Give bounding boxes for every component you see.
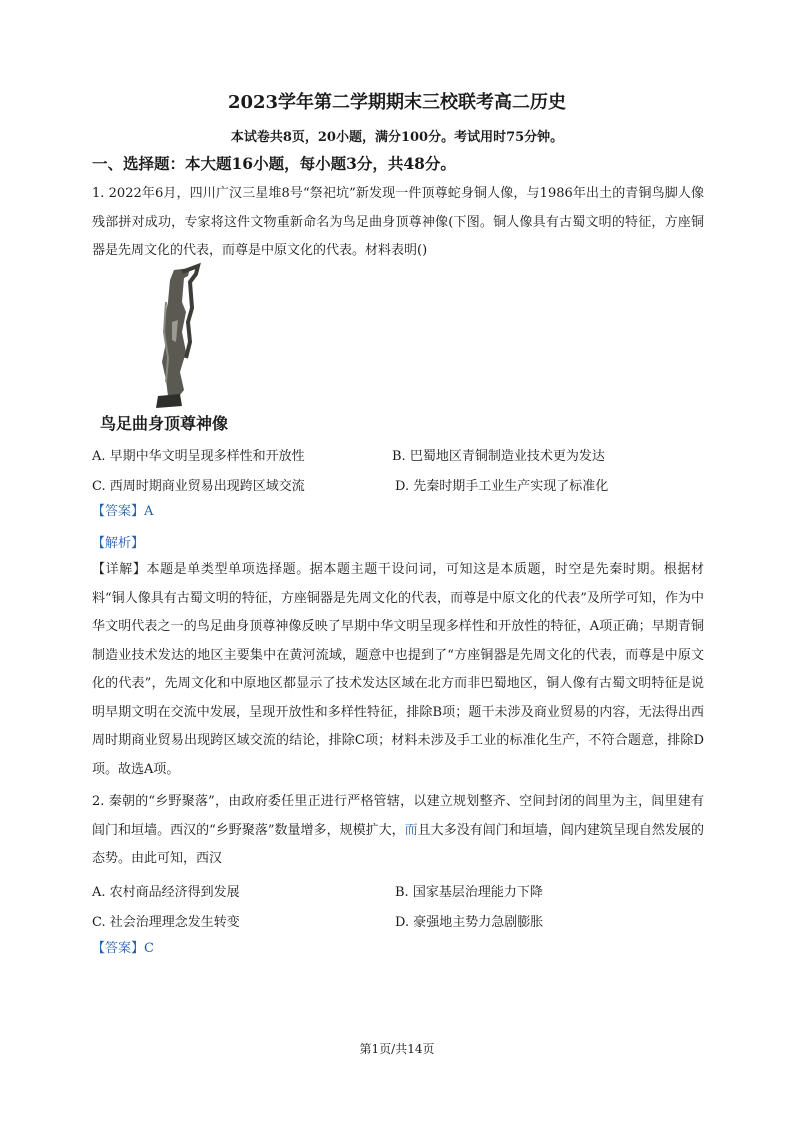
- answer-label: 【答案】: [92, 504, 145, 519]
- q1-answer: [92, 500, 153, 519]
- detail-text: 本题是单类型单项选择题。据本题主题干设问词，可知这是本质题，时空是先秦时期。根据材料“铜人像具有古蜀文明的特征，方座铜器是先周文化的代表，而尊是中原文化的代表”及所学可知，作为中华文明代表之一的鸟足曲身顶尊神像反映了早期中华文明呈现多样性和开放性的特征，A项正确；早期青铜制造业技术发达的地区主要集中在黄河流域，题意中也提到了“方座铜器是先周文化的代表，而尊是中原文化的代表”，先周文化和中原地区都显示了技术发达区域在北方而非巴蜀地区，铜人像有古蜀文明特征是说明早期文明在交流中发展，呈现开放性和多样性特征，排除B项；题干未涉及商业贸易的内容，无法得出西周时期商业贸易出现跨区域交流的结论，排除C项；材料未涉及手工业的标准化生产，不符合题意，排除D项。故选A项。: [92, 562, 704, 777]
- q2-option-d: D. 豪强地主势力急剧膨胀: [395, 915, 544, 930]
- question-1-stem: 1. 2022年6月，四川广汉三星堆8号“祭祀坑”新发现一件顶尊蛇身铜人像，与1986年出土的青铜鸟脚人像残部拼对成功，专家将这件文物重新命名为鸟足曲身顶尊神像(下图。铜人像具有古蜀文明的特征，方座铜器是先周文化的代表，而尊是中原文化的代表。材料表明(): [92, 186, 704, 258]
- q2-option-a: A. 农村商品经济得到发展: [92, 885, 240, 900]
- q2-option-c: C. 社会治理理念发生转变: [92, 915, 240, 930]
- detail-label: 【详解】: [92, 562, 147, 577]
- q2-stem-part2: 且大多没有闾门和垣墙，闾内建筑呈现自然发展的态势。由此可知，西汉: [92, 822, 704, 866]
- exam-info: 本试卷共8页，20小题，满分100分。考试用时75分钟。: [230, 130, 564, 145]
- q1-option-d: D. 先秦时期手工业生产实现了标准化: [395, 479, 609, 494]
- q2-answer: [92, 937, 154, 956]
- q2-stem-part1: 2. 秦朝的“乡野聚落”，由政府委任里正进行严格管辖，以建立规划整齐、空间封闭的闾里为主，闾里建有闾门和垣墙。西汉的“乡野聚落”数量增多，规模扩大，: [92, 794, 704, 838]
- q1-option-c: C. 西周时期商业贸易出现跨区域交流: [92, 479, 305, 494]
- question-2-stem: [92, 788, 704, 874]
- q2-stem-highlight: 而: [404, 822, 418, 838]
- answer-label: 【答案】: [92, 941, 145, 956]
- page-title: 2023学年第二学期期末三校联考高二历史: [227, 92, 567, 113]
- q2-option-b: B. 国家基层治理能力下降: [395, 885, 543, 900]
- figure-caption: 鸟足曲身顶尊神像: [100, 414, 229, 433]
- answer-value: A: [144, 504, 154, 519]
- q1-detail: [92, 556, 704, 784]
- q1-option-b: B. 巴蜀地区青铜制造业技术更为发达: [392, 449, 605, 464]
- section-heading: 一、选择题：本大题16小题，每小题3分，共48分。: [92, 154, 456, 173]
- q1-analysis-label: 【解析】: [92, 536, 145, 551]
- bronze-statue-figure: [146, 262, 210, 410]
- page-footer: 第1页/共14页: [359, 1042, 435, 1056]
- q1-option-a: A. 早期中华文明呈现多样性和开放性: [92, 449, 305, 464]
- answer-value: C: [144, 941, 154, 956]
